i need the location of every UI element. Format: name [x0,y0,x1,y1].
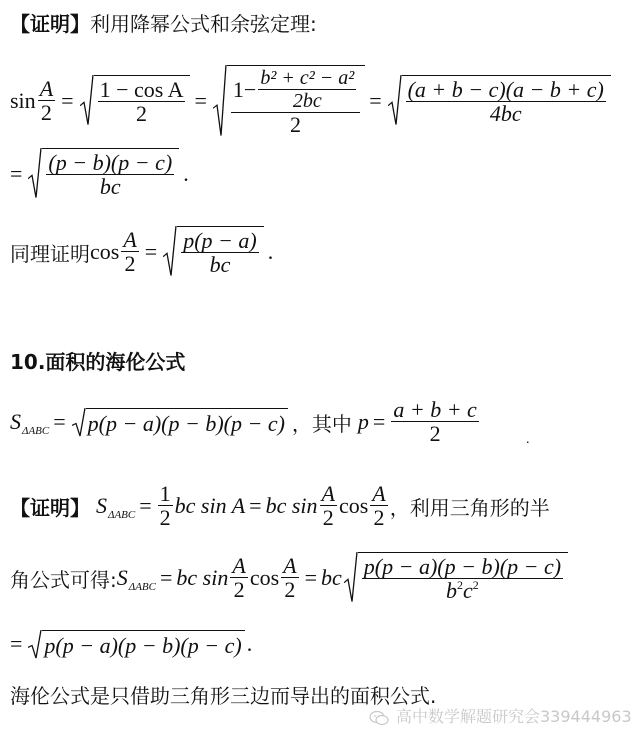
sqrt-factored: $\frac{(a + b - c)(a - b + c)}{4bc}$ [388,75,611,126]
proof-label: 【证明】 [10,495,90,520]
sin-fn: sin [10,88,36,113]
radical-sign-icon [72,408,86,437]
sin-half-angle-result: = $\frac{(p - b)(p - c)}{bc}$ . [10,150,189,200]
watermark: 高中数学解题研究会339444963 [368,704,632,727]
sqrt-heron-final: p(p − a)(p − b)(p − c) [28,630,244,659]
radical-sign-icon [388,75,402,126]
sqrt-cos-result: $\frac{p(p - a)}{bc}$ [163,226,264,277]
radical-sign-icon [28,630,42,659]
sin-half-angle-equation: sin $\frac{A}{2}$ = $\frac{\text{1 − cos A}}{2}$ = 1− $\frac{\text{b² + c² − a²}}{2bc}$ 2 = $\frac{(a + b - c)(a - b + c)}{4bc}$ [10,56,611,146]
radical-sign-icon [28,148,42,199]
heron-formula: S ΔABC = p(p − a)(p − b)(p − c) ， 其中 p = $\frac{a + b + c}{2}$ [10,396,477,446]
radical-sign-icon [80,75,94,126]
cos-half-angle-line: 同理证明 cos $\frac{A}{2}$ = $\frac{p(p - a)}{bc}$ . [10,226,274,278]
proof2-line1: 【证明】 S ΔABC = $\frac{1}{2}$ bc sin A = bc sin $\frac{A}{2}$ cos $\frac{A}{2}$ ，利用三角形的半 [10,480,550,530]
proof-label: 【证明】 [10,12,90,36]
proof-intro-line [10,8,317,37]
radical-sign-icon [213,65,227,137]
section-heading: 10.面积的海伦公式 [10,350,186,374]
sqrt-heron-derivation: $\frac{p(p - a)(p - b)(p - c)}{b^2c^2}$ [344,552,568,603]
sqrt-1-minus-cos: $\frac{\text{1 − cos A}}{2}$ [80,75,191,126]
proof2-line2: 角公式可得: S ΔABC = bc sin $\frac{A}{2}$ cos $\frac{A}{2}$ = bc $\frac{p(p - a)(p - b)(p - c)}{b^2c^2}$ [10,546,568,610]
radical-sign-icon [344,552,358,603]
conclusion-text: 海伦公式是只借助三角形三边而导出的面积公式. [10,684,437,708]
fraction-a-over-2: $\frac{A}{2}$ [39,75,54,125]
proof2-line3: = p(p − a)(p − b)(p − c) . [10,631,253,658]
sqrt-heron: p(p − a)(p − b)(p − c) [72,408,288,437]
wechat-icon [368,709,390,727]
radical-sign-icon [163,226,177,277]
proof-intro-text: 利用降幂公式和余弦定理: [90,12,317,36]
sqrt-result: $\frac{(p - b)(p - c)}{bc}$ [28,148,179,199]
sqrt-law-of-cosines: 1− $\frac{\text{b² + c² − a²}}{2bc}$ 2 [213,65,365,137]
